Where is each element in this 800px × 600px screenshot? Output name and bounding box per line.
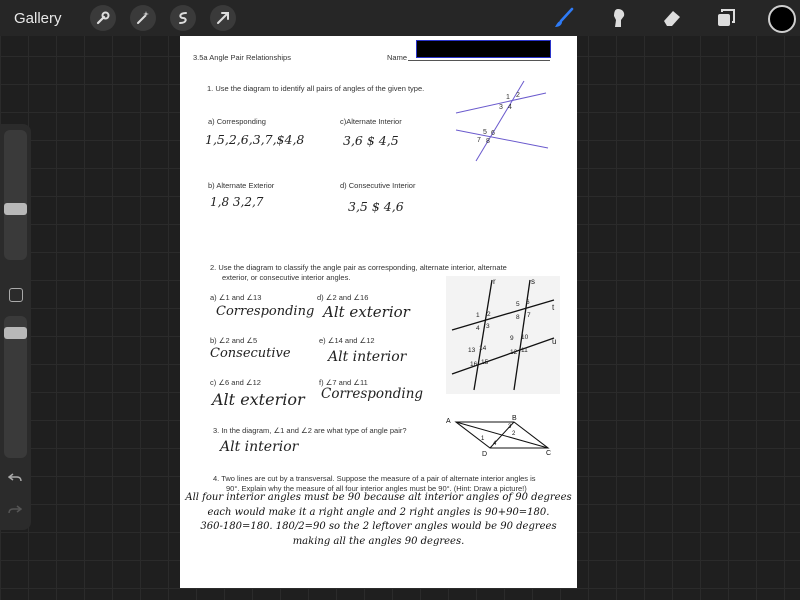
q3-answer: Alt interior — [220, 439, 299, 455]
worksheet-canvas[interactable] — [180, 36, 577, 588]
selection-icon[interactable] — [170, 5, 196, 31]
q1-diagram-label: 5 — [483, 129, 487, 136]
q1-diagram-label: 4 — [508, 104, 512, 111]
q1d-answer: 3,5 $ 4,6 — [348, 199, 404, 214]
name-label: Name — [387, 53, 408, 62]
q1a-label: a) Corresponding — [208, 117, 266, 126]
q2c-answer: Alt exterior — [212, 390, 305, 409]
color-picker-button[interactable] — [768, 5, 796, 33]
q2f-answer: Corresponding — [321, 386, 424, 402]
q1-diagram-label: 1 — [506, 94, 510, 101]
brush-icon[interactable] — [551, 5, 577, 31]
opacity-handle[interactable] — [4, 327, 27, 339]
q2-diagram-label: s — [531, 277, 535, 286]
q2-diagram-label: 9 — [510, 335, 514, 342]
q1-diagram-label: 6 — [491, 130, 495, 137]
q1b-answer: 1,8 3,2,7 — [210, 195, 264, 209]
q2a-label: a) ∠1 and ∠13 — [210, 293, 262, 302]
q1-prompt: 1. Use the diagram to identify all pairs of angles of the given type. — [207, 84, 425, 93]
q2-diagram-label: 2 — [487, 311, 491, 318]
q2-diagram-label: 11 — [521, 347, 528, 354]
modify-button[interactable] — [9, 288, 23, 302]
q3-diagram-label: C — [546, 450, 552, 457]
q4-answer-line: 360-180=180. 180/2=90 so the 2 leftover angles would be 90 degrees — [200, 521, 557, 532]
q1d-label: d) Consecutive Interior — [340, 181, 416, 190]
q1-diagram — [452, 79, 552, 167]
q3-diagram-label: 4 — [493, 441, 497, 447]
q2-prompt: 2. Use the diagram to classify the angle pair as corresponding, alternate interior, alternate — [210, 263, 507, 272]
q4-answer-line: making all the angles 90 degrees. — [292, 535, 465, 547]
q2-diagram-label: 5 — [516, 301, 520, 308]
smudge-icon[interactable] — [605, 5, 631, 31]
q3-diagram — [442, 414, 554, 458]
undo-icon[interactable] — [8, 472, 22, 484]
q1-diagram-label: 3 — [499, 104, 503, 111]
q1c-label: c)Alternate Interior — [340, 117, 402, 126]
name-line — [408, 60, 550, 61]
q2-diagram-label: 15 — [481, 359, 489, 366]
top-toolbar — [0, 0, 800, 36]
magic-wand-icon[interactable] — [130, 5, 156, 31]
q2-diagram-label: 7 — [527, 312, 531, 319]
q1-diagram-label: 7 — [477, 137, 481, 144]
transform-arrow-icon[interactable] — [210, 5, 236, 31]
q2e-label: e) ∠14 and ∠12 — [319, 336, 375, 345]
q3-diagram-label: D — [482, 451, 488, 458]
q2d-label: d) ∠2 and ∠16 — [317, 293, 369, 302]
q2-diagram-label: 6 — [526, 299, 530, 306]
gallery-button[interactable]: Gallery — [14, 9, 62, 27]
q3-diagram-label: 3 — [508, 424, 512, 430]
eraser-icon[interactable] — [659, 5, 685, 31]
q3-prompt: 3. In the diagram, ∠1 and ∠2 are what type of angle pair? — [213, 426, 407, 435]
brush-size-slider[interactable] — [4, 130, 27, 260]
q3-diagram-label: 2 — [512, 431, 516, 437]
q4-prompt-2: 90°. Explain why the measure of all four interior angles must be 90°. (Hint: Draw a picture!) — [226, 484, 527, 493]
q2-diagram-label: 10 — [521, 334, 529, 341]
q1b-label: b) Alternate Exterior — [208, 181, 275, 190]
q2-diagram-label: 13 — [468, 347, 476, 354]
q2a-answer: Corresponding — [216, 304, 315, 319]
q2-prompt-2: exterior, or consecutive interior angles. — [222, 273, 351, 282]
q2-diagram-label: u — [552, 337, 557, 346]
q2b-answer: Consecutive — [210, 346, 291, 361]
q2-diagram-label: 8 — [516, 314, 520, 321]
wrench-icon[interactable] — [90, 5, 116, 31]
q2-diagram — [446, 276, 560, 394]
q4-answer-line: each would make it a right angle and 2 right angles is 90+90=180. — [207, 506, 550, 518]
q4-answer-line: All four interior angles must be 90 because alt interior angles of 90 degrees — [185, 492, 572, 503]
q4-prompt: 4. Two lines are cut by a transversal. Suppose the measure of a pair of alternate interior angles is — [213, 474, 536, 483]
q2e-answer: Alt interior — [328, 349, 407, 365]
layers-icon[interactable] — [713, 5, 739, 31]
q2-diagram-label: 1 — [476, 312, 480, 319]
q4-answer — [180, 491, 577, 549]
q2-diagram-label: 3 — [486, 323, 490, 330]
q3-diagram-label: 1 — [481, 436, 485, 442]
q1c-answer: 3,6 $ 4,5 — [343, 133, 399, 148]
q2-diagram-label: 12 — [510, 349, 518, 356]
q2-diagram-label: 16 — [470, 361, 478, 368]
worksheet-title: 3.5a Angle Pair Relationships — [193, 53, 291, 62]
brush-size-handle[interactable] — [4, 203, 27, 215]
q1-diagram-label: 2 — [516, 92, 520, 99]
redo-icon[interactable] — [8, 504, 22, 516]
left-sidebar — [0, 124, 31, 530]
q2-diagram-label: t — [552, 303, 555, 312]
q3-diagram-label: B — [512, 415, 517, 422]
q3-diagram-label: A — [446, 418, 451, 425]
q2-diagram-label: 14 — [479, 345, 487, 352]
q2-diagram-label: 4 — [476, 325, 480, 332]
q2f-label: f) ∠7 and ∠11 — [319, 378, 368, 387]
q2-diagram-label: r — [493, 277, 496, 286]
q1-diagram-label: 8 — [486, 138, 490, 145]
redacted-name — [416, 40, 551, 58]
q2b-label: b) ∠2 and ∠5 — [210, 336, 258, 345]
q1a-answer: 1,5,2,6,3,7,$4,8 — [205, 132, 305, 147]
q2c-label: c) ∠6 and ∠12 — [210, 378, 261, 387]
q2d-answer: Alt exterior — [323, 303, 410, 321]
